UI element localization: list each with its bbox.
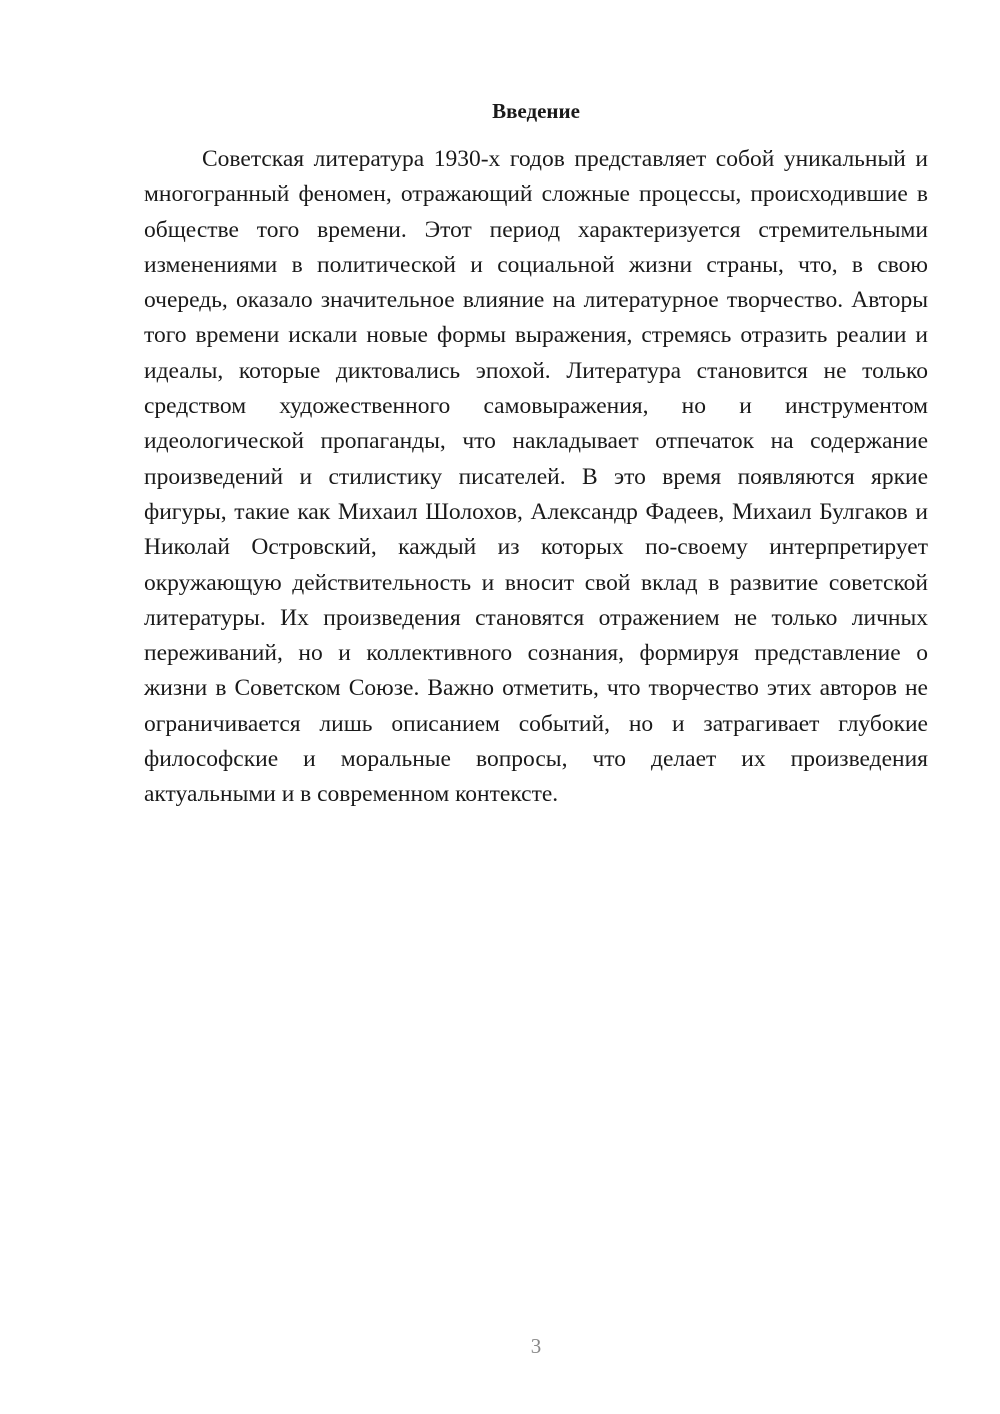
- page-number: 3: [530, 1334, 542, 1358]
- section-heading: Введение: [492, 99, 580, 123]
- body-paragraph: Советская литература 1930-х годов представляет собой уникальный и многогранный феномен, отражающий сложные процессы, происходившие в обществе того времени. Этот период характеризуется стремительными изменениями в политической и социальной жизни страны, что, в свою очередь, оказало значительное влияние на литературное творчество. Авторы того времени искали новые формы выражения, стремясь отразить реалии и идеалы, которые диктовались эпохой. Литература становится не только средством художественного самовыражения, но и инструментом идеологической пропаганды, что накладывает отпечаток на содержание произведений и стилистику писателей. В это время появляются яркие фигуры, такие как Михаил Шолохов, Александр Фадеев, Михаил Булгаков и Николай Островский, каждый из которых по-своему интерпретирует окружающую действительность и вносит свой вклад в развитие советской литературы. Их произведения становятся отражением не только личных переживаний, но и коллективного сознания, формируя представление о жизни в Советском Союзе. Важно отметить, что творчество этих авторов не ограничивается лишь описанием событий, но и затрагивает глубокие философские и моральные вопросы, что делает их произведения актуальными и в современном контексте.: [144, 146, 928, 808]
